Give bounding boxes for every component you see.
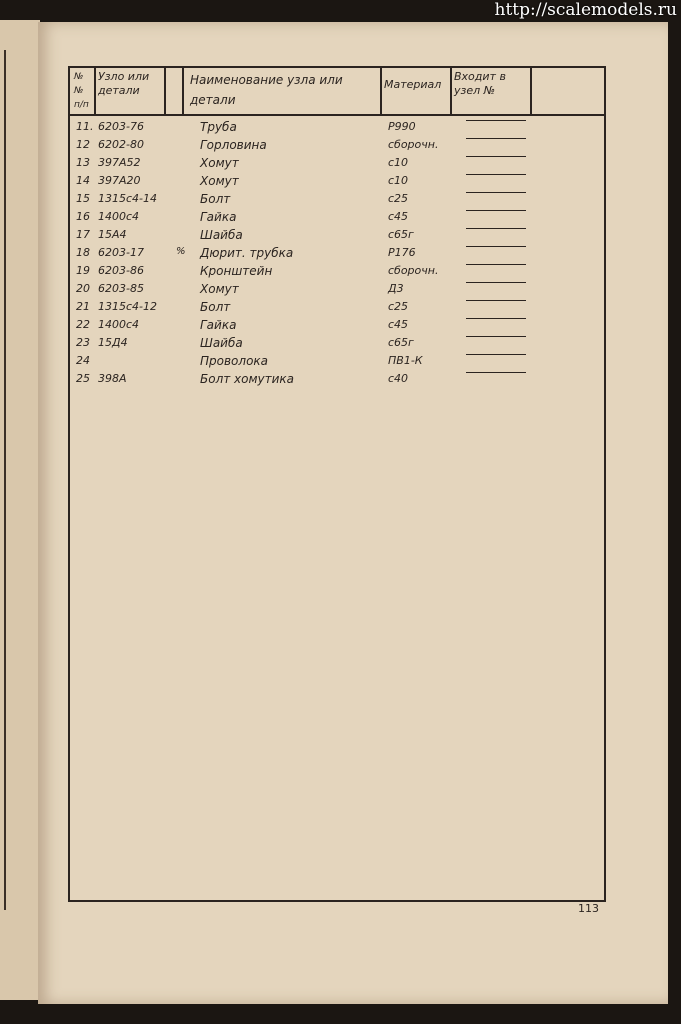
table-header bbox=[70, 68, 604, 116]
header-name: Наименование узла или детали bbox=[190, 73, 343, 107]
row-dash bbox=[466, 372, 526, 373]
row-name: Хомут bbox=[200, 174, 239, 188]
header-divider bbox=[164, 68, 166, 114]
header-divider bbox=[182, 68, 184, 114]
row-num: 13 bbox=[76, 156, 90, 169]
row-name: Горловина bbox=[200, 138, 267, 152]
row-code: 1315с4-14 bbox=[98, 192, 158, 205]
row-material: с45 bbox=[388, 210, 409, 223]
row-name: Болт хомутика bbox=[200, 372, 295, 386]
watermark-url: http://scalemodels.ru bbox=[494, 0, 677, 20]
table-row bbox=[76, 120, 596, 137]
row-material: ПВ1-К bbox=[388, 354, 423, 367]
row-code: 6202-80 bbox=[98, 138, 144, 151]
row-dash bbox=[466, 300, 526, 301]
table-row bbox=[76, 210, 596, 227]
row-num: 25 bbox=[76, 372, 90, 385]
row-dash bbox=[466, 210, 526, 211]
row-dash bbox=[466, 282, 526, 283]
row-name: Дюрит. трубка bbox=[200, 246, 294, 260]
row-code: 15Д4 bbox=[98, 336, 128, 349]
row-material: с45 bbox=[388, 318, 409, 331]
row-code: 6203-17 bbox=[98, 246, 144, 259]
row-name: Хомут bbox=[200, 156, 239, 170]
row-material: с65г bbox=[388, 336, 414, 349]
row-code: 397А52 bbox=[98, 156, 141, 169]
row-num: 21 bbox=[76, 300, 90, 313]
row-dash bbox=[466, 192, 526, 193]
row-material: с25 bbox=[388, 192, 409, 205]
row-name: Гайка bbox=[200, 210, 237, 224]
header-material: Материал bbox=[384, 78, 442, 91]
header-divider bbox=[94, 68, 96, 114]
row-num: 16 bbox=[76, 210, 90, 223]
table-row bbox=[76, 246, 596, 263]
table-row bbox=[76, 156, 596, 173]
row-num: 15 bbox=[76, 192, 90, 205]
row-name: Болт bbox=[200, 300, 231, 314]
row-code: 397А20 bbox=[98, 174, 141, 187]
row-code: 6203-76 bbox=[98, 120, 144, 133]
table-row bbox=[76, 372, 596, 389]
row-num: 11. bbox=[76, 120, 94, 133]
row-num: 20 bbox=[76, 282, 90, 295]
row-material: с40 bbox=[388, 372, 409, 385]
row-num: 17 bbox=[76, 228, 90, 241]
row-name: Кронштейн bbox=[200, 264, 273, 278]
left-page-edge bbox=[0, 20, 40, 1000]
table-row bbox=[76, 228, 596, 245]
row-num: 18 bbox=[76, 246, 90, 259]
row-material: Р176 bbox=[388, 246, 416, 259]
row-dash bbox=[466, 156, 526, 157]
row-code: 15А4 bbox=[98, 228, 127, 241]
table-row bbox=[76, 318, 596, 335]
table-row bbox=[76, 264, 596, 281]
row-code: 1400с4 bbox=[98, 318, 140, 331]
row-code: 6203-86 bbox=[98, 264, 144, 277]
row-name: Хомут bbox=[200, 282, 239, 296]
row-material: с25 bbox=[388, 300, 409, 313]
table-row bbox=[76, 138, 596, 155]
row-dash bbox=[466, 228, 526, 229]
row-num: 22 bbox=[76, 318, 90, 331]
row-material: с65г bbox=[388, 228, 414, 241]
row-dash bbox=[466, 354, 526, 355]
header-divider bbox=[380, 68, 382, 114]
row-dash bbox=[466, 174, 526, 175]
table-row bbox=[76, 282, 596, 299]
row-material: Д3 bbox=[388, 282, 404, 295]
row-material: сборочн. bbox=[388, 138, 439, 151]
table-row bbox=[76, 336, 596, 353]
row-material: сборочн. bbox=[388, 264, 439, 277]
row-num: 23 bbox=[76, 336, 90, 349]
row-dash bbox=[466, 120, 526, 121]
row-material: Р990 bbox=[388, 120, 416, 133]
row-code: 398А bbox=[98, 372, 127, 385]
row-name: Проволока bbox=[200, 354, 269, 368]
row-material: с10 bbox=[388, 156, 409, 169]
row-code: 6203-85 bbox=[98, 282, 144, 295]
page-number: 113 bbox=[578, 902, 599, 915]
table-row bbox=[76, 192, 596, 209]
row-mark: % bbox=[176, 246, 186, 257]
row-code: 1315с4-12 bbox=[98, 300, 158, 313]
row-code: 1400с4 bbox=[98, 210, 140, 223]
table-row bbox=[76, 354, 596, 371]
row-name: Труба bbox=[200, 120, 237, 134]
row-num: 14 bbox=[76, 174, 90, 187]
row-name: Шайба bbox=[200, 228, 243, 242]
row-name: Болт bbox=[200, 192, 231, 206]
row-dash bbox=[466, 336, 526, 337]
document-page bbox=[38, 22, 668, 1004]
header-divider bbox=[450, 68, 452, 114]
row-dash bbox=[466, 318, 526, 319]
header-divider bbox=[530, 68, 532, 114]
header-enters: Входит в узел № bbox=[454, 70, 506, 97]
row-name: Гайка bbox=[200, 318, 237, 332]
left-page-line bbox=[4, 50, 6, 910]
row-name: Шайба bbox=[200, 336, 243, 350]
row-num: 24 bbox=[76, 354, 90, 367]
header-num: №№ п/п bbox=[74, 72, 89, 110]
row-dash bbox=[466, 264, 526, 265]
table-row bbox=[76, 300, 596, 317]
row-material: с10 bbox=[388, 174, 409, 187]
row-dash bbox=[466, 138, 526, 139]
header-code: Узло или детали bbox=[98, 70, 150, 97]
parts-table bbox=[68, 66, 606, 902]
table-row bbox=[76, 174, 596, 191]
row-num: 19 bbox=[76, 264, 90, 277]
row-dash bbox=[466, 246, 526, 247]
row-num: 12 bbox=[76, 138, 90, 151]
